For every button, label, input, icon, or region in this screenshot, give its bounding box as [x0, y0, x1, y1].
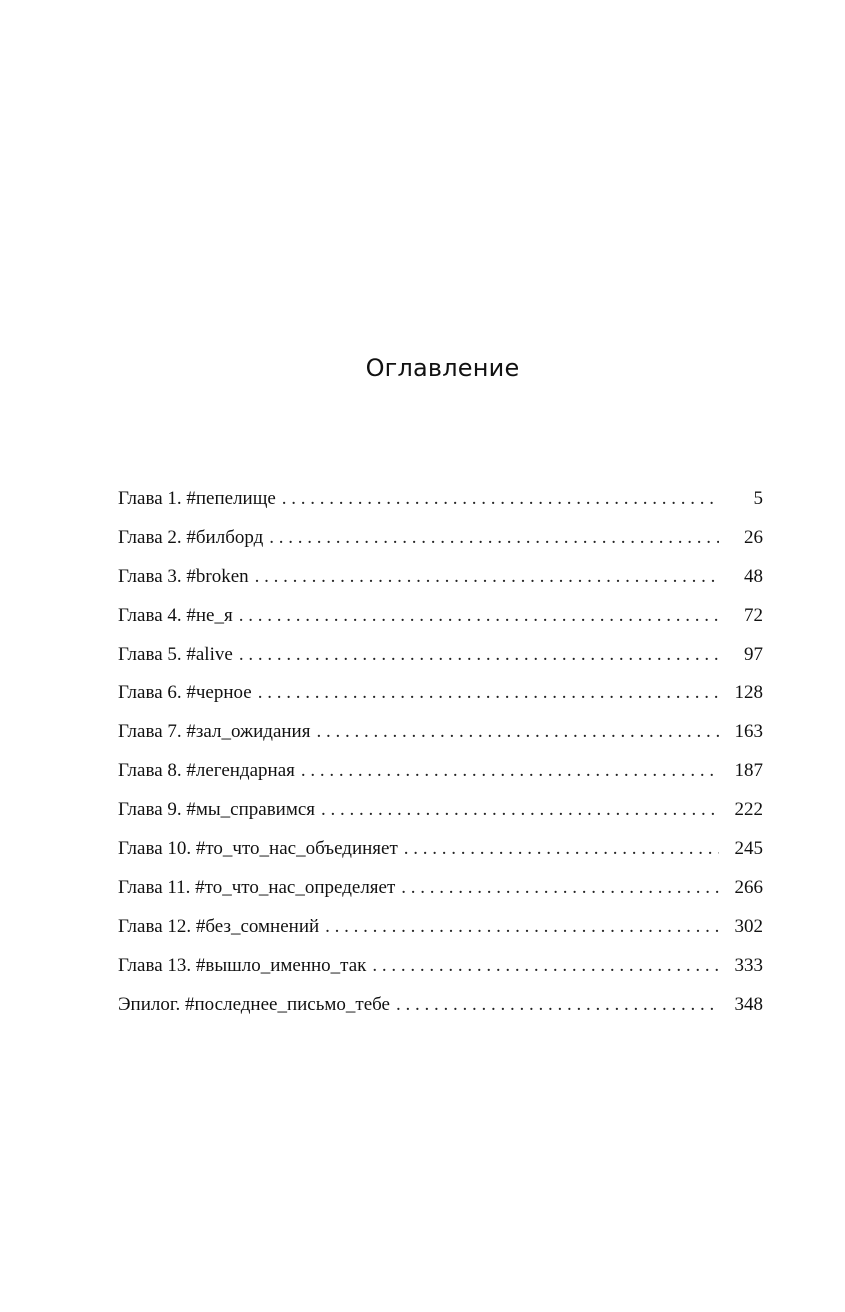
- toc-entry-page: 128: [734, 682, 763, 704]
- toc-entry[interactable]: [118, 482, 763, 521]
- toc-dot-leader: [255, 560, 719, 594]
- toc-entry-page: 245: [734, 838, 763, 860]
- toc-entry-label: Глава 11. #то_что_нас_определяет: [118, 876, 396, 898]
- toc-entry[interactable]: [118, 521, 763, 560]
- toc-entry[interactable]: [118, 910, 763, 949]
- toc-dot-leader: [404, 832, 719, 866]
- toc-entry-page: 5: [753, 488, 763, 509]
- toc-entry[interactable]: [118, 793, 763, 832]
- toc-entry-label: Глава 12. #без_сомнений: [118, 915, 320, 937]
- toc-dot-leader: [282, 482, 719, 516]
- toc-dot-leader: [269, 521, 719, 555]
- table-of-contents: [118, 482, 763, 1026]
- toc-dot-leader: [325, 910, 719, 944]
- toc-entry-label: Глава 3. #broken: [118, 565, 249, 587]
- toc-entry-page: 163: [734, 721, 763, 743]
- toc-entry[interactable]: [118, 560, 763, 599]
- toc-dot-leader: [239, 638, 719, 672]
- toc-entry[interactable]: [118, 988, 763, 1027]
- toc-entry-page: 72: [744, 604, 763, 626]
- toc-entry[interactable]: [118, 871, 763, 910]
- toc-dot-leader: [301, 754, 719, 788]
- toc-entry[interactable]: [118, 949, 763, 988]
- toc-entry[interactable]: [118, 832, 763, 871]
- toc-entry-label: Глава 1. #пепелище: [118, 488, 276, 509]
- toc-entry-page: 302: [734, 915, 763, 937]
- page-title: Оглавление: [365, 354, 520, 383]
- toc-entry-label: Глава 13. #вышло_именно_так: [118, 954, 367, 976]
- toc-entry-label: Глава 7. #зал_ожидания: [118, 721, 311, 743]
- toc-entry[interactable]: [118, 754, 763, 793]
- toc-entry-page: 97: [744, 643, 763, 665]
- toc-entry-page: 26: [744, 526, 763, 548]
- toc-entry-label: Эпилог. #последнее_письмо_тебе: [118, 993, 390, 1015]
- toc-entry-page: 348: [734, 993, 763, 1015]
- toc-entry-label: Глава 6. #черное: [118, 682, 252, 704]
- toc-dot-leader: [316, 715, 719, 749]
- toc-entry-page: 222: [734, 799, 763, 821]
- toc-entry-page: 266: [734, 876, 763, 898]
- toc-dot-leader: [401, 871, 719, 905]
- toc-entry-label: Глава 4. #не_я: [118, 604, 233, 626]
- toc-dot-leader: [321, 793, 719, 827]
- toc-entry-label: Глава 8. #легендарная: [118, 760, 295, 782]
- toc-dot-leader: [258, 676, 719, 710]
- toc-entry-page: 48: [744, 565, 763, 587]
- toc-entry-label: Глава 2. #билборд: [118, 526, 264, 548]
- toc-entry-label: Глава 5. #alive: [118, 643, 233, 665]
- toc-entry[interactable]: [118, 638, 763, 677]
- toc-entry[interactable]: [118, 715, 763, 754]
- toc-dot-leader: [396, 988, 719, 1022]
- toc-entry-label: Глава 9. #мы_справимся: [118, 799, 316, 821]
- toc-entry[interactable]: [118, 599, 763, 638]
- toc-entry-label: Глава 10. #то_что_нас_объединяет: [118, 838, 398, 860]
- toc-entry[interactable]: [118, 676, 763, 715]
- toc-entry-page: 187: [734, 760, 763, 782]
- toc-entry-page: 333: [734, 954, 763, 976]
- toc-dot-leader: [372, 949, 719, 983]
- toc-dot-leader: [239, 599, 719, 633]
